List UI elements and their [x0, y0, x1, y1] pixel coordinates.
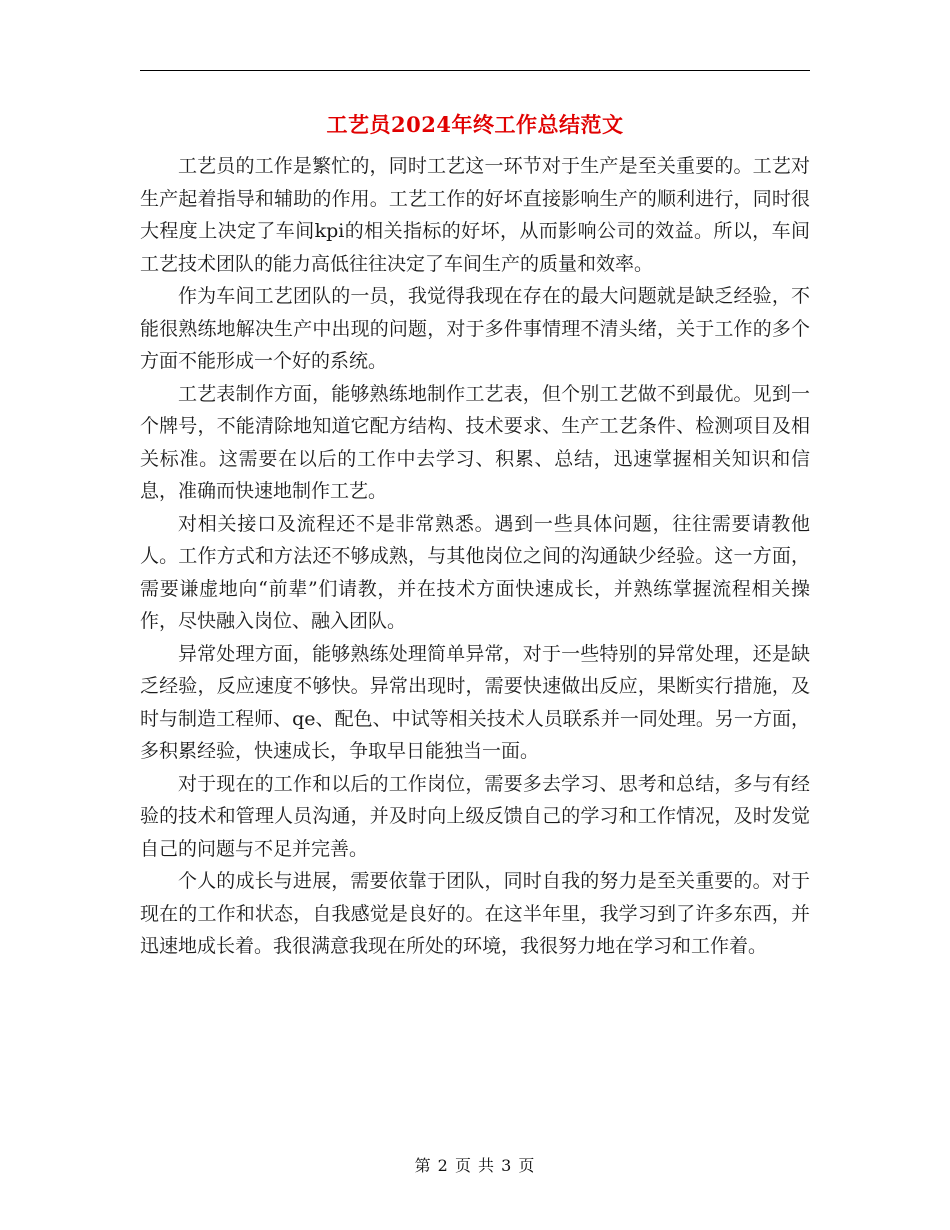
paragraph: 异常处理方面，能够熟练处理简单异常，对于一些特别的异常处理，还是缺乏经验，反应速度不够快。异常出现时，需要快速做出反应，果断实行措施，及时与制造工程师、qe、配色、中试等相关技术人员联系并一同处理。另一方面，多积累经验，快速成长，争取早日能独当一面。: [140, 642, 810, 762]
paragraph: 工艺员的工作是繁忙的，同时工艺这一环节对于生产是至关重要的。工艺对生产起着指导和辅助的作用。工艺工作的好坏直接影响生产的顺利进行，同时很大程度上决定了车间kpi的相关指标的好坏，从而影响公司的效益。所以，车间工艺技术团队的能力高低往往决定了车间生产的质量和效率。: [140, 155, 810, 275]
header-rule: [140, 70, 810, 71]
paragraph: 工艺表制作方面，能够熟练地制作工艺表，但个别工艺做不到最优。见到一个牌号，不能清除地知道它配方结构、技术要求、生产工艺条件、检测项目及相关标准。这需要在以后的工作中去学习、积累、总结，迅速掌握相关知识和信息，准确而快速地制作工艺。: [140, 382, 810, 502]
paragraph: 对于现在的工作和以后的工作岗位，需要多去学习、思考和总结，多与有经验的技术和管理人员沟通，并及时向上级反馈自己的学习和工作情况，及时发觉自己的问题与不足并完善。: [140, 772, 810, 860]
paragraph: 作为车间工艺团队的一员，我觉得我现在存在的最大问题就是缺乏经验，不能很熟练地解决生产中出现的问题，对于多件事情理不清头绪，关于工作的多个方面不能形成一个好的系统。: [140, 285, 810, 372]
document-title: 工艺员2024年终工作总结范文: [326, 112, 624, 137]
paragraph: 对相关接口及流程还不是非常熟悉。遇到一些具体问题，往往需要请教他人。工作方式和方法还不够成熟，与其他岗位之间的沟通缺少经验。这一方面，需要谦虚地向“前辈”们请教，并在技术方面快速成长，并熟练掌握流程相关操作，尽快融入岗位、融入团队。: [140, 512, 810, 632]
page-footer: 第 2 页 共 3 页: [414, 1156, 536, 1175]
paragraph: 个人的成长与进展，需要依靠于团队，同时自我的努力是至关重要的。对于现在的工作和状态，自我感觉是良好的。在这半年里，我学习到了许多东西，并迅速地成长着。我很满意我现在所处的环境，我很努力地在学习和工作着。: [140, 870, 810, 957]
document-body: [140, 150, 810, 963]
